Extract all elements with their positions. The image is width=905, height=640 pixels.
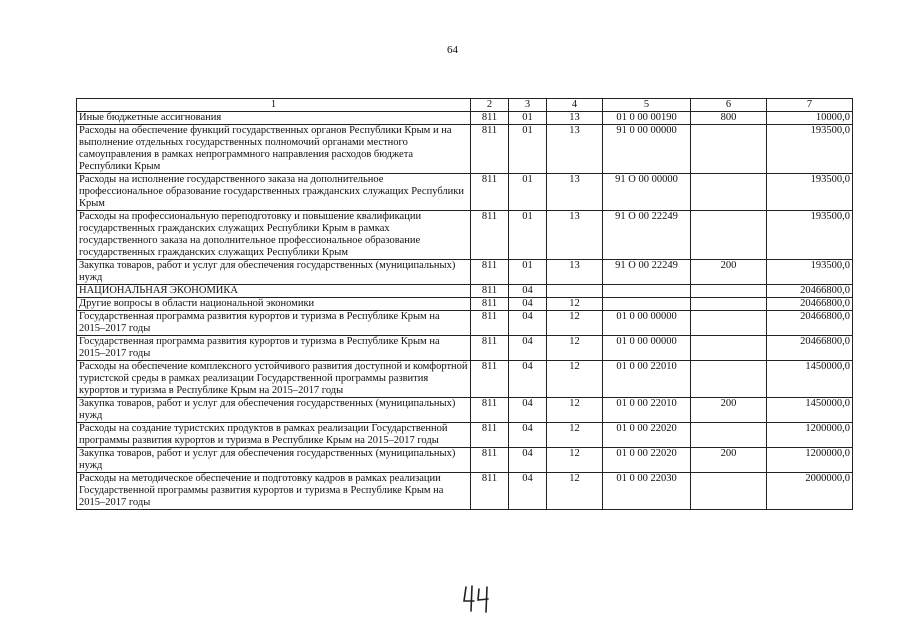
row-subsection-cell: 12: [547, 448, 603, 473]
row-code-cell: 811: [471, 448, 509, 473]
row-name-cell: Расходы на обеспечение функций государственных органов Республики Крым и на выполнение отдельных государственных полномочий органами местного самоуправления в рамках непрограммного направления расходов бюджета Республики Крым: [77, 125, 471, 174]
row-name-cell: Закупка товаров, работ и услуг для обеспечения государственных (муниципальных) нужд: [77, 398, 471, 423]
row-subsection-cell: 12: [547, 298, 603, 311]
row-amount-cell: 20466800,0: [767, 311, 853, 336]
row-name-cell: Расходы на профессиональную переподготовку и повышение квалификации государственных гражданских служащих Республики Крым в рамках государственного заказа на дополнительное профессиональное образование государственных гражданских служащих Республики Крым: [77, 211, 471, 260]
row-target-code-cell: 91 О 00 22249: [603, 260, 691, 285]
table-header-row: [77, 99, 853, 112]
row-code-cell: 811: [471, 398, 509, 423]
row-subsection-cell: 12: [547, 361, 603, 398]
row-expense-type-cell: [691, 311, 767, 336]
row-subsection-cell: 13: [547, 112, 603, 125]
row-subsection-cell: 12: [547, 423, 603, 448]
row-expense-type-cell: 800: [691, 112, 767, 125]
table-row: [77, 112, 853, 125]
row-amount-cell: 2000000,0: [767, 473, 853, 510]
row-section-cell: 01: [509, 112, 547, 125]
row-amount-cell: 193500,0: [767, 260, 853, 285]
row-section-cell: 04: [509, 398, 547, 423]
row-section-cell: 04: [509, 336, 547, 361]
table-row: [77, 125, 853, 174]
column-header: 6: [691, 99, 767, 112]
row-target-code-cell: 01 0 00 22020: [603, 448, 691, 473]
row-target-code-cell: 01 0 00 00000: [603, 311, 691, 336]
table-row: [77, 285, 853, 298]
row-target-code-cell: 91 О 00 22249: [603, 211, 691, 260]
row-code-cell: 811: [471, 112, 509, 125]
row-target-code-cell: 01 0 00 22010: [603, 361, 691, 398]
row-subsection-cell: 13: [547, 211, 603, 260]
row-target-code-cell: 01 0 00 00190: [603, 112, 691, 125]
table-row: [77, 174, 853, 211]
row-name-cell: Государственная программа развития курортов и туризма в Республике Крым на 2015–2017 годы: [77, 336, 471, 361]
row-code-cell: 811: [471, 125, 509, 174]
row-expense-type-cell: [691, 285, 767, 298]
column-header: 7: [767, 99, 853, 112]
row-name-cell: Расходы на обеспечение комплексного устойчивого развития доступной и комфортной туристской среды в рамках реализации Государственной программы развития курортов и туризма в Республике Крым на 2015–2017 годы: [77, 361, 471, 398]
row-name-cell: Государственная программа развития курортов и туризма в Республике Крым на 2015–2017 годы: [77, 311, 471, 336]
row-expense-type-cell: [691, 423, 767, 448]
row-expense-type-cell: [691, 298, 767, 311]
row-name-cell: Закупка товаров, работ и услуг для обеспечения государственных (муниципальных) нужд: [77, 260, 471, 285]
row-target-code-cell: [603, 285, 691, 298]
row-subsection-cell: 12: [547, 336, 603, 361]
table-row: [77, 361, 853, 398]
row-section-cell: 04: [509, 473, 547, 510]
row-name-cell: Расходы на исполнение государственного заказа на дополнительное профессиональное образование государственных гражданских служащих Республики Крым: [77, 174, 471, 211]
row-section-cell: 01: [509, 211, 547, 260]
row-code-cell: 811: [471, 260, 509, 285]
row-amount-cell: 1200000,0: [767, 448, 853, 473]
row-expense-type-cell: [691, 473, 767, 510]
row-amount-cell: 1450000,0: [767, 361, 853, 398]
row-subsection-cell: 13: [547, 125, 603, 174]
column-header: 1: [77, 99, 471, 112]
row-target-code-cell: 01 0 00 22030: [603, 473, 691, 510]
table-row: [77, 211, 853, 260]
row-subsection-cell: 13: [547, 260, 603, 285]
row-section-cell: 04: [509, 285, 547, 298]
row-amount-cell: 10000,0: [767, 112, 853, 125]
row-amount-cell: 1200000,0: [767, 423, 853, 448]
row-subsection-cell: 12: [547, 311, 603, 336]
row-code-cell: 811: [471, 311, 509, 336]
row-section-cell: 04: [509, 361, 547, 398]
table-row: [77, 298, 853, 311]
row-section-cell: 04: [509, 311, 547, 336]
budget-table: [76, 98, 853, 510]
row-code-cell: 811: [471, 473, 509, 510]
page-number: 64: [447, 44, 458, 56]
row-name-cell: Иные бюджетные ассигнования: [77, 112, 471, 125]
row-code-cell: 811: [471, 298, 509, 311]
row-code-cell: 811: [471, 285, 509, 298]
row-subsection-cell: 12: [547, 398, 603, 423]
row-expense-type-cell: 200: [691, 398, 767, 423]
row-name-cell: Закупка товаров, работ и услуг для обеспечения государственных (муниципальных) нужд: [77, 448, 471, 473]
row-target-code-cell: 01 0 00 00000: [603, 336, 691, 361]
row-code-cell: 811: [471, 423, 509, 448]
row-section-cell: 01: [509, 174, 547, 211]
column-header: 2: [471, 99, 509, 112]
row-name-cell: Расходы на методическое обеспечение и подготовку кадров в рамках реализации Государственной программы развития курортов и туризма в Республике Крым на 2015–2017 годы: [77, 473, 471, 510]
column-header: 4: [547, 99, 603, 112]
row-name-cell: НАЦИОНАЛЬНАЯ ЭКОНОМИКА: [77, 285, 471, 298]
row-amount-cell: 193500,0: [767, 125, 853, 174]
row-target-code-cell: 91 0 00 00000: [603, 125, 691, 174]
row-subsection-cell: [547, 285, 603, 298]
column-header: 5: [603, 99, 691, 112]
row-code-cell: 811: [471, 361, 509, 398]
row-section-cell: 04: [509, 448, 547, 473]
table-row: [77, 398, 853, 423]
row-expense-type-cell: 200: [691, 260, 767, 285]
table-row: [77, 336, 853, 361]
row-name-cell: Расходы на создание туристских продуктов в рамках реализации Государственной программы развития курортов и туризма в Республике Крым на 2015–2017 годы: [77, 423, 471, 448]
row-expense-type-cell: [691, 336, 767, 361]
row-amount-cell: 20466800,0: [767, 336, 853, 361]
row-target-code-cell: 01 0 00 22010: [603, 398, 691, 423]
row-section-cell: 04: [509, 298, 547, 311]
row-expense-type-cell: [691, 174, 767, 211]
row-expense-type-cell: [691, 361, 767, 398]
row-target-code-cell: 01 0 00 22020: [603, 423, 691, 448]
table-row: [77, 260, 853, 285]
row-section-cell: 01: [509, 125, 547, 174]
row-code-cell: 811: [471, 336, 509, 361]
row-expense-type-cell: 200: [691, 448, 767, 473]
row-subsection-cell: 12: [547, 473, 603, 510]
column-header: 3: [509, 99, 547, 112]
row-code-cell: 811: [471, 211, 509, 260]
row-amount-cell: 20466800,0: [767, 285, 853, 298]
row-target-code-cell: 91 О 00 00000: [603, 174, 691, 211]
row-expense-type-cell: [691, 211, 767, 260]
table-row: [77, 448, 853, 473]
row-target-code-cell: [603, 298, 691, 311]
row-expense-type-cell: [691, 125, 767, 174]
row-code-cell: 811: [471, 174, 509, 211]
row-section-cell: 04: [509, 423, 547, 448]
table-row: [77, 311, 853, 336]
table-row: [77, 473, 853, 510]
row-amount-cell: 1450000,0: [767, 398, 853, 423]
row-name-cell: Другие вопросы в области национальной экономики: [77, 298, 471, 311]
handwritten-page-number: [462, 584, 492, 616]
row-subsection-cell: 13: [547, 174, 603, 211]
table-row: [77, 423, 853, 448]
row-amount-cell: 20466800,0: [767, 298, 853, 311]
row-section-cell: 01: [509, 260, 547, 285]
row-amount-cell: 193500,0: [767, 174, 853, 211]
row-amount-cell: 193500,0: [767, 211, 853, 260]
